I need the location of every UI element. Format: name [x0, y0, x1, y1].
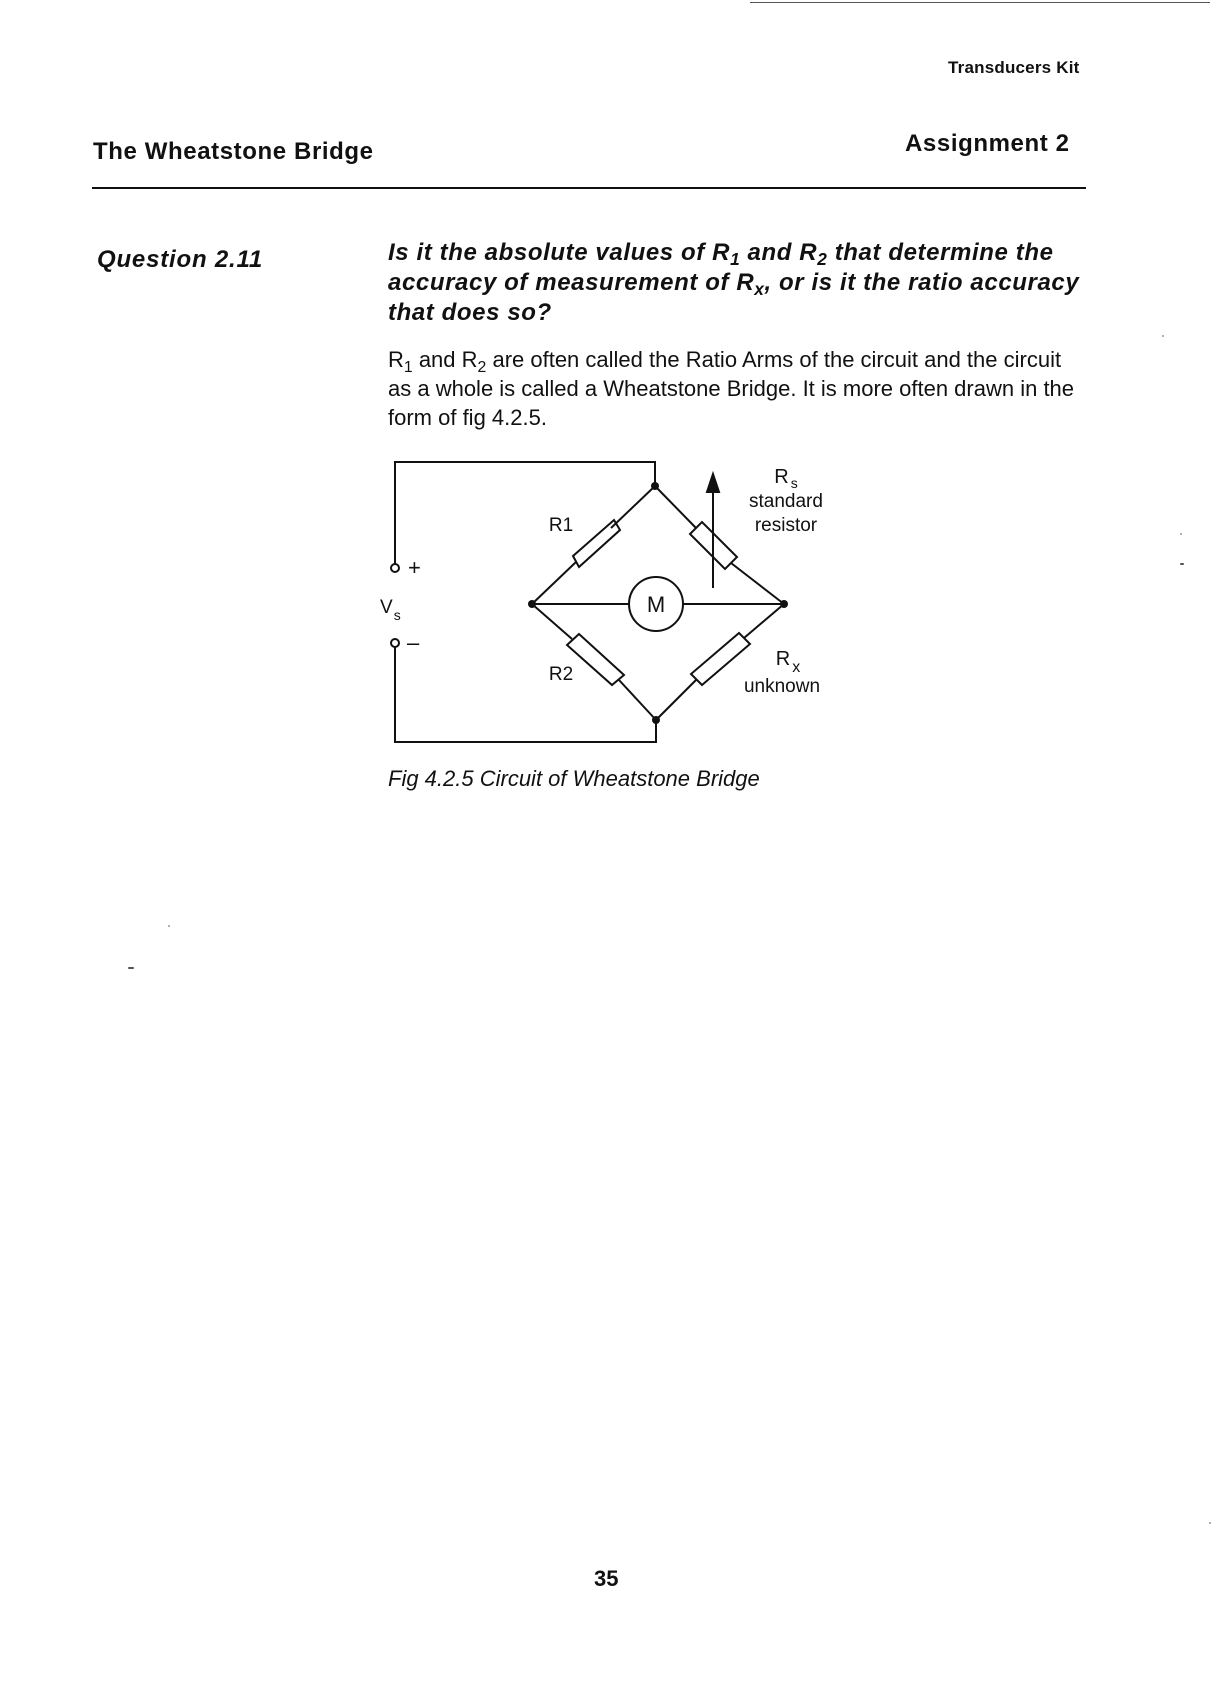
rs-arrow-head [707, 474, 719, 492]
figure-caption: Fig 4.2.5 Circuit of Wheatstone Bridge [388, 766, 760, 791]
top-rule [750, 2, 1210, 3]
scan-speck [1180, 563, 1184, 565]
page-number: 35 [594, 1566, 619, 1591]
question-label: Question 2.11 [97, 246, 264, 273]
minus-sign: – [407, 630, 420, 655]
scan-speck [1180, 533, 1182, 535]
section-title: The Wheatstone Bridge [93, 138, 374, 165]
rx-symbol: R [775, 648, 791, 670]
question-text: Is it the absolute values of $R_1$ and $R_2$ that determine the accuracy of measurement of $R_x$, or is it the ratio accuracy that does so? [388, 239, 1080, 326]
vs-symbol: V [380, 597, 393, 618]
body-paragraph: $R_1$ and $R_2$ are often called the Ratio Arms of the circuit and the circuit as a whole is called a Wheatstone Bridge. It is more often drawn in the form of fig 4.2.5. [388, 347, 1075, 430]
r2-resistor [567, 634, 624, 685]
node-top [651, 482, 659, 490]
terminal-plus [391, 564, 399, 572]
plus-sign: + [408, 555, 421, 580]
supply-wire-bottom [395, 647, 656, 742]
r2-label: R2 [548, 664, 574, 685]
node-left [528, 600, 536, 608]
terminal-minus [391, 639, 399, 647]
scan-speck [168, 925, 170, 927]
node-bottom [652, 716, 660, 724]
vs-label [380, 597, 401, 623]
rx-resistor [691, 633, 750, 685]
header-rule [92, 187, 1086, 189]
supply-wire-top [395, 462, 655, 564]
rs-symbol: R [774, 466, 789, 488]
meter-label: M [646, 592, 666, 617]
kit-label: Transducers Kit [948, 58, 1080, 77]
rs-desc-line1: standard [749, 491, 823, 512]
assignment-label: Assignment 2 [905, 130, 1070, 157]
scan-speck [1162, 335, 1164, 337]
vs-subscript: s [393, 607, 401, 623]
scan-speck [1209, 1522, 1211, 1524]
rx-label [776, 648, 800, 676]
r1-label: R1 [548, 515, 574, 536]
rs-subscript: s [790, 475, 798, 491]
node-right [780, 600, 788, 608]
rs-label [774, 466, 797, 491]
rs-desc-line2: resistor [754, 515, 818, 536]
scan-speck [128, 967, 134, 969]
rx-subscript: x [792, 659, 801, 676]
rx-desc: unknown [743, 676, 821, 697]
wheatstone-bridge-diagram [350, 440, 870, 760]
